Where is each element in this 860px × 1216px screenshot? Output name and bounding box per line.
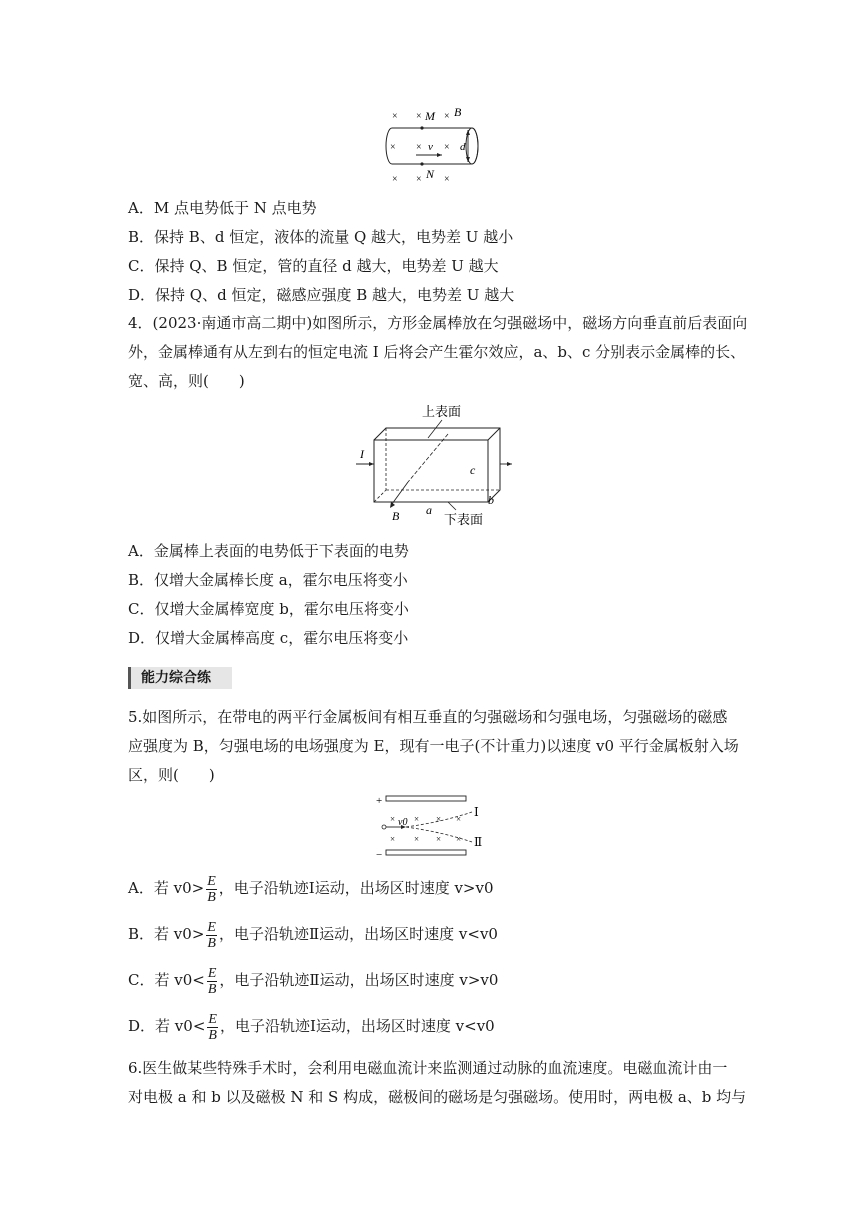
svg-text:N: N	[426, 167, 435, 181]
svg-text:×: ×	[416, 174, 422, 184]
parallel-plates-figure	[372, 792, 492, 862]
svg-text:Ⅰ: Ⅰ	[474, 805, 479, 819]
svg-text:×: ×	[444, 174, 450, 184]
q4-option-c: C．仅增大金属棒宽度 b，霍尔电压将变小	[128, 600, 409, 618]
q3-option-b: B．保持 B、d 恒定，液体的流量 Q 越大，电势差 U 越小	[128, 228, 514, 246]
fraction-e-over-b: $\frac{E}{B}$	[207, 919, 216, 951]
svg-text:B: B	[392, 509, 400, 523]
svg-text:+: +	[376, 795, 383, 807]
q4-option-a: A．金属棒上表面的电势低于下表面的电势	[128, 542, 409, 560]
svg-text:×: ×	[392, 174, 398, 184]
q5-option-b: B．若 v0> $\frac{E}{B}$ ，电子沿轨迹Ⅱ运动，出场区时速度 v<v0	[128, 919, 498, 951]
section-title: 能力综合练	[128, 667, 232, 689]
svg-text:×: ×	[444, 111, 450, 122]
q6-stem: 6.医生做某些特殊手术时，会利用电磁血流计来监测通过动脉的血流速度。电磁血流计由一 对电极 a 和 b 以及磁极 N 和 S 构成，磁极间的磁场是匀强磁场。使用时，两电极 a、b 均与	[128, 1059, 747, 1106]
fraction-e-over-b: $\frac{E}{B}$	[208, 1011, 217, 1043]
q4-stem: 4．(2023·南通市高二期中)如图所示，方形金属棒放在匀强磁场中，磁场方向垂直前后表面向 外，金属棒通有从左到右的恒定电流 I 后将会产生霍尔效应，a、b、c 分别表示金属棒的长、 宽、高，则( )	[128, 314, 748, 390]
q3-option-c: C．保持 Q、B 恒定，管的直径 d 越大，电势差 U 越大	[128, 257, 499, 275]
svg-text:M: M	[425, 109, 435, 123]
svg-text:上表面: 上表面	[422, 404, 462, 419]
q5-option-a: A．若 v0> $\frac{E}{B}$ ，电子沿轨迹Ⅰ运动，出场区时速度 v>v0	[128, 873, 494, 905]
q4-option-b: B．仅增大金属棒长度 a，霍尔电压将变小	[128, 571, 408, 589]
svg-text:×: ×	[436, 814, 442, 824]
svg-text:×: ×	[456, 834, 462, 844]
q5-stem: 5.如图所示，在带电的两平行金属板间有相互垂直的匀强磁场和匀强电场，匀强磁场的磁感 应强度为 B，匀强电场的电场强度为 E，现有一电子(不计重力)以速度 v0 平行金属板射入场 区，则( )	[128, 708, 739, 784]
metal-bar-figure	[352, 402, 522, 530]
svg-text:×: ×	[390, 834, 396, 844]
svg-text:×: ×	[414, 834, 420, 844]
svg-text:×: ×	[390, 142, 396, 153]
svg-text:下表面: 下表面	[444, 512, 484, 527]
svg-text:×: ×	[416, 142, 422, 153]
fraction-e-over-b: $\frac{E}{B}$	[207, 873, 216, 905]
svg-text:×: ×	[436, 834, 442, 844]
svg-text:B: B	[454, 105, 462, 119]
q5-option-d: D．若 v0< $\frac{E}{B}$ ，电子沿轨迹Ⅰ运动，出场区时速度 v<v0	[128, 1011, 495, 1043]
q3-option-d: D．保持 Q、d 恒定，磁感应强度 B 越大，电势差 U 越大	[128, 286, 515, 304]
svg-text:Ⅱ: Ⅱ	[474, 835, 483, 849]
q3-option-a: A．M 点电势低于 N 点电势	[128, 199, 317, 217]
svg-text:v0: v0	[398, 817, 408, 828]
svg-text:d: d	[460, 141, 466, 153]
svg-text:×: ×	[416, 111, 422, 122]
svg-text:v: v	[428, 141, 433, 153]
svg-text:b: b	[488, 493, 494, 507]
fraction-e-over-b: $\frac{E}{B}$	[207, 965, 217, 997]
svg-text:×: ×	[444, 142, 450, 153]
svg-text:−: −	[376, 849, 383, 861]
svg-text:×: ×	[414, 814, 420, 824]
svg-text:×: ×	[456, 814, 462, 824]
svg-text:a: a	[426, 503, 432, 517]
svg-text:I: I	[360, 447, 364, 461]
svg-text:×: ×	[390, 814, 396, 824]
svg-text:×: ×	[392, 111, 398, 122]
svg-text:c: c	[470, 463, 476, 477]
q5-option-c: C．若 v0< $\frac{E}{B}$ ，电子沿轨迹Ⅱ运动，出场区时速度 v>v0	[128, 965, 499, 997]
q4-option-d: D．仅增大金属棒高度 c，霍尔电压将变小	[128, 629, 409, 647]
flow-tube-figure	[380, 104, 490, 184]
